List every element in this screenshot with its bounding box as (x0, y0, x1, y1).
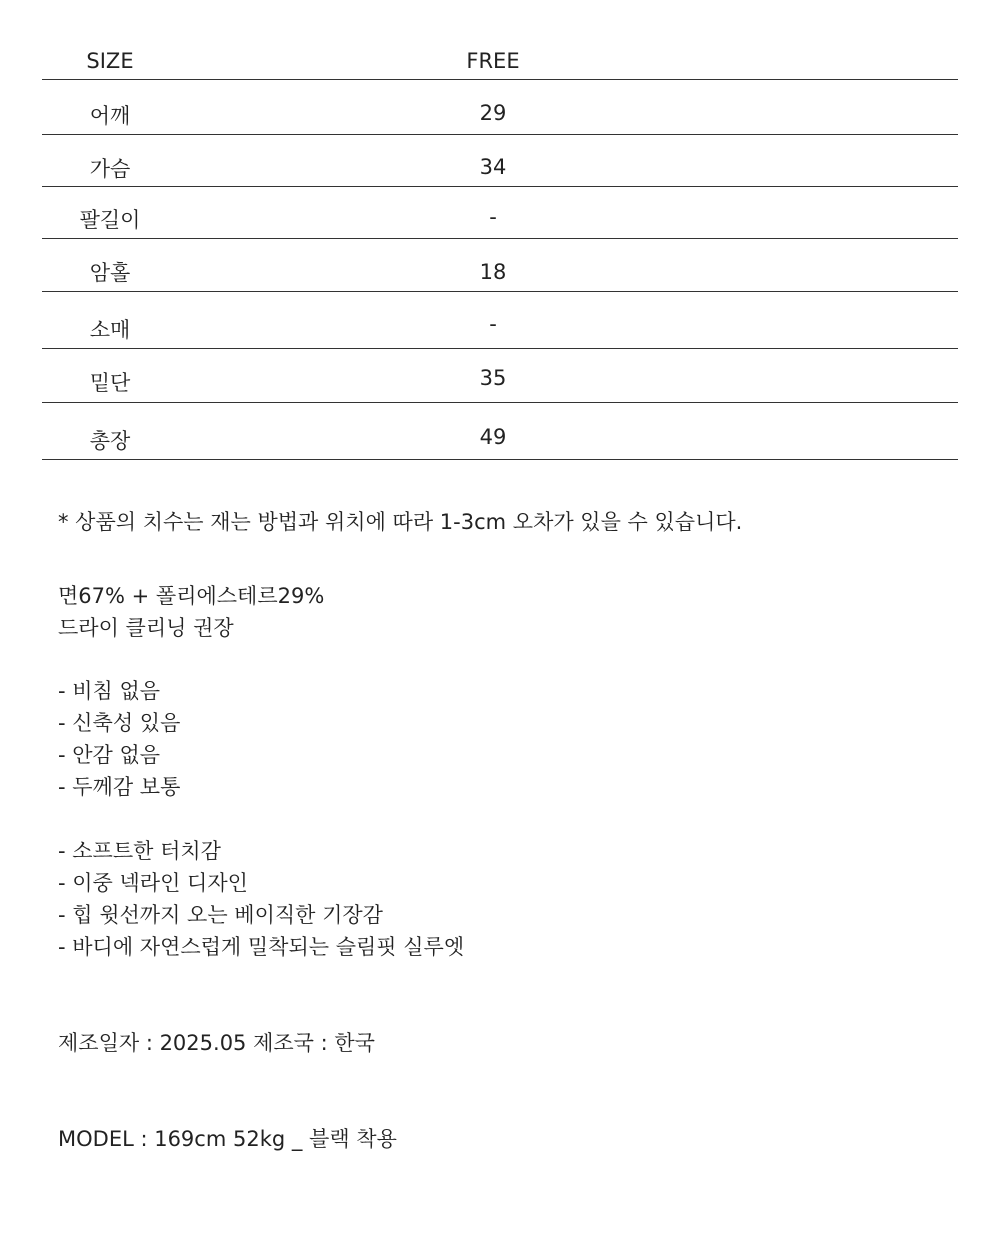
size-row-label: 팔길이 (79, 208, 141, 232)
size-row-label: 소매 (89, 318, 131, 342)
size-table (42, 40, 958, 460)
size-row-chest (42, 135, 958, 187)
property-item: - 안감 없음 (58, 743, 161, 767)
size-row-sleeve-length (42, 187, 958, 239)
size-table-header (42, 40, 958, 80)
care-instruction: 드라이 클리닝 권장 (58, 616, 234, 640)
model-info: MODEL : 169cm 52kg _ 블랙 착용 (58, 1127, 397, 1151)
measurement-notice: * 상품의 치수는 재는 방법과 위치에 따라 1-3cm 오차가 있을 수 있습니다. (58, 510, 743, 534)
size-row-value: - (489, 312, 497, 336)
size-row-value: 35 (479, 366, 507, 390)
property-item: - 두께감 보통 (58, 775, 181, 799)
size-row-label: 어깨 (89, 104, 131, 128)
size-row-armhole (42, 239, 958, 292)
size-row-shoulder (42, 80, 958, 135)
size-row-value: 49 (479, 425, 507, 449)
size-row-label: 밑단 (89, 371, 131, 395)
size-row-value: 34 (479, 155, 507, 179)
size-row-hem (42, 349, 958, 403)
property-item: - 비침 없음 (58, 679, 161, 703)
feature-item: - 소프트한 터치감 (58, 839, 221, 863)
size-row-label: 가슴 (89, 157, 131, 181)
size-row-total-length (42, 403, 958, 460)
size-header-value: FREE (466, 49, 520, 73)
feature-item: - 이중 넥라인 디자인 (58, 871, 248, 895)
size-row-label: 총장 (89, 429, 131, 453)
size-row-value: 18 (479, 260, 507, 284)
size-row-label: 암홀 (89, 261, 131, 285)
size-header-label: SIZE (86, 49, 134, 73)
fabric-composition: 면67% + 폴리에스테르29% (58, 584, 325, 608)
size-row-value: 29 (479, 101, 507, 125)
feature-item: - 바디에 자연스럽게 밀착되는 슬림핏 실루엣 (58, 935, 465, 959)
manufacture-info: 제조일자 : 2025.05 제조국 : 한국 (58, 1031, 375, 1055)
size-row-sleeve (42, 292, 958, 349)
feature-item: - 힙 윗선까지 오는 베이직한 기장감 (58, 903, 383, 927)
size-row-value: - (489, 205, 497, 229)
property-item: - 신축성 있음 (58, 711, 181, 735)
